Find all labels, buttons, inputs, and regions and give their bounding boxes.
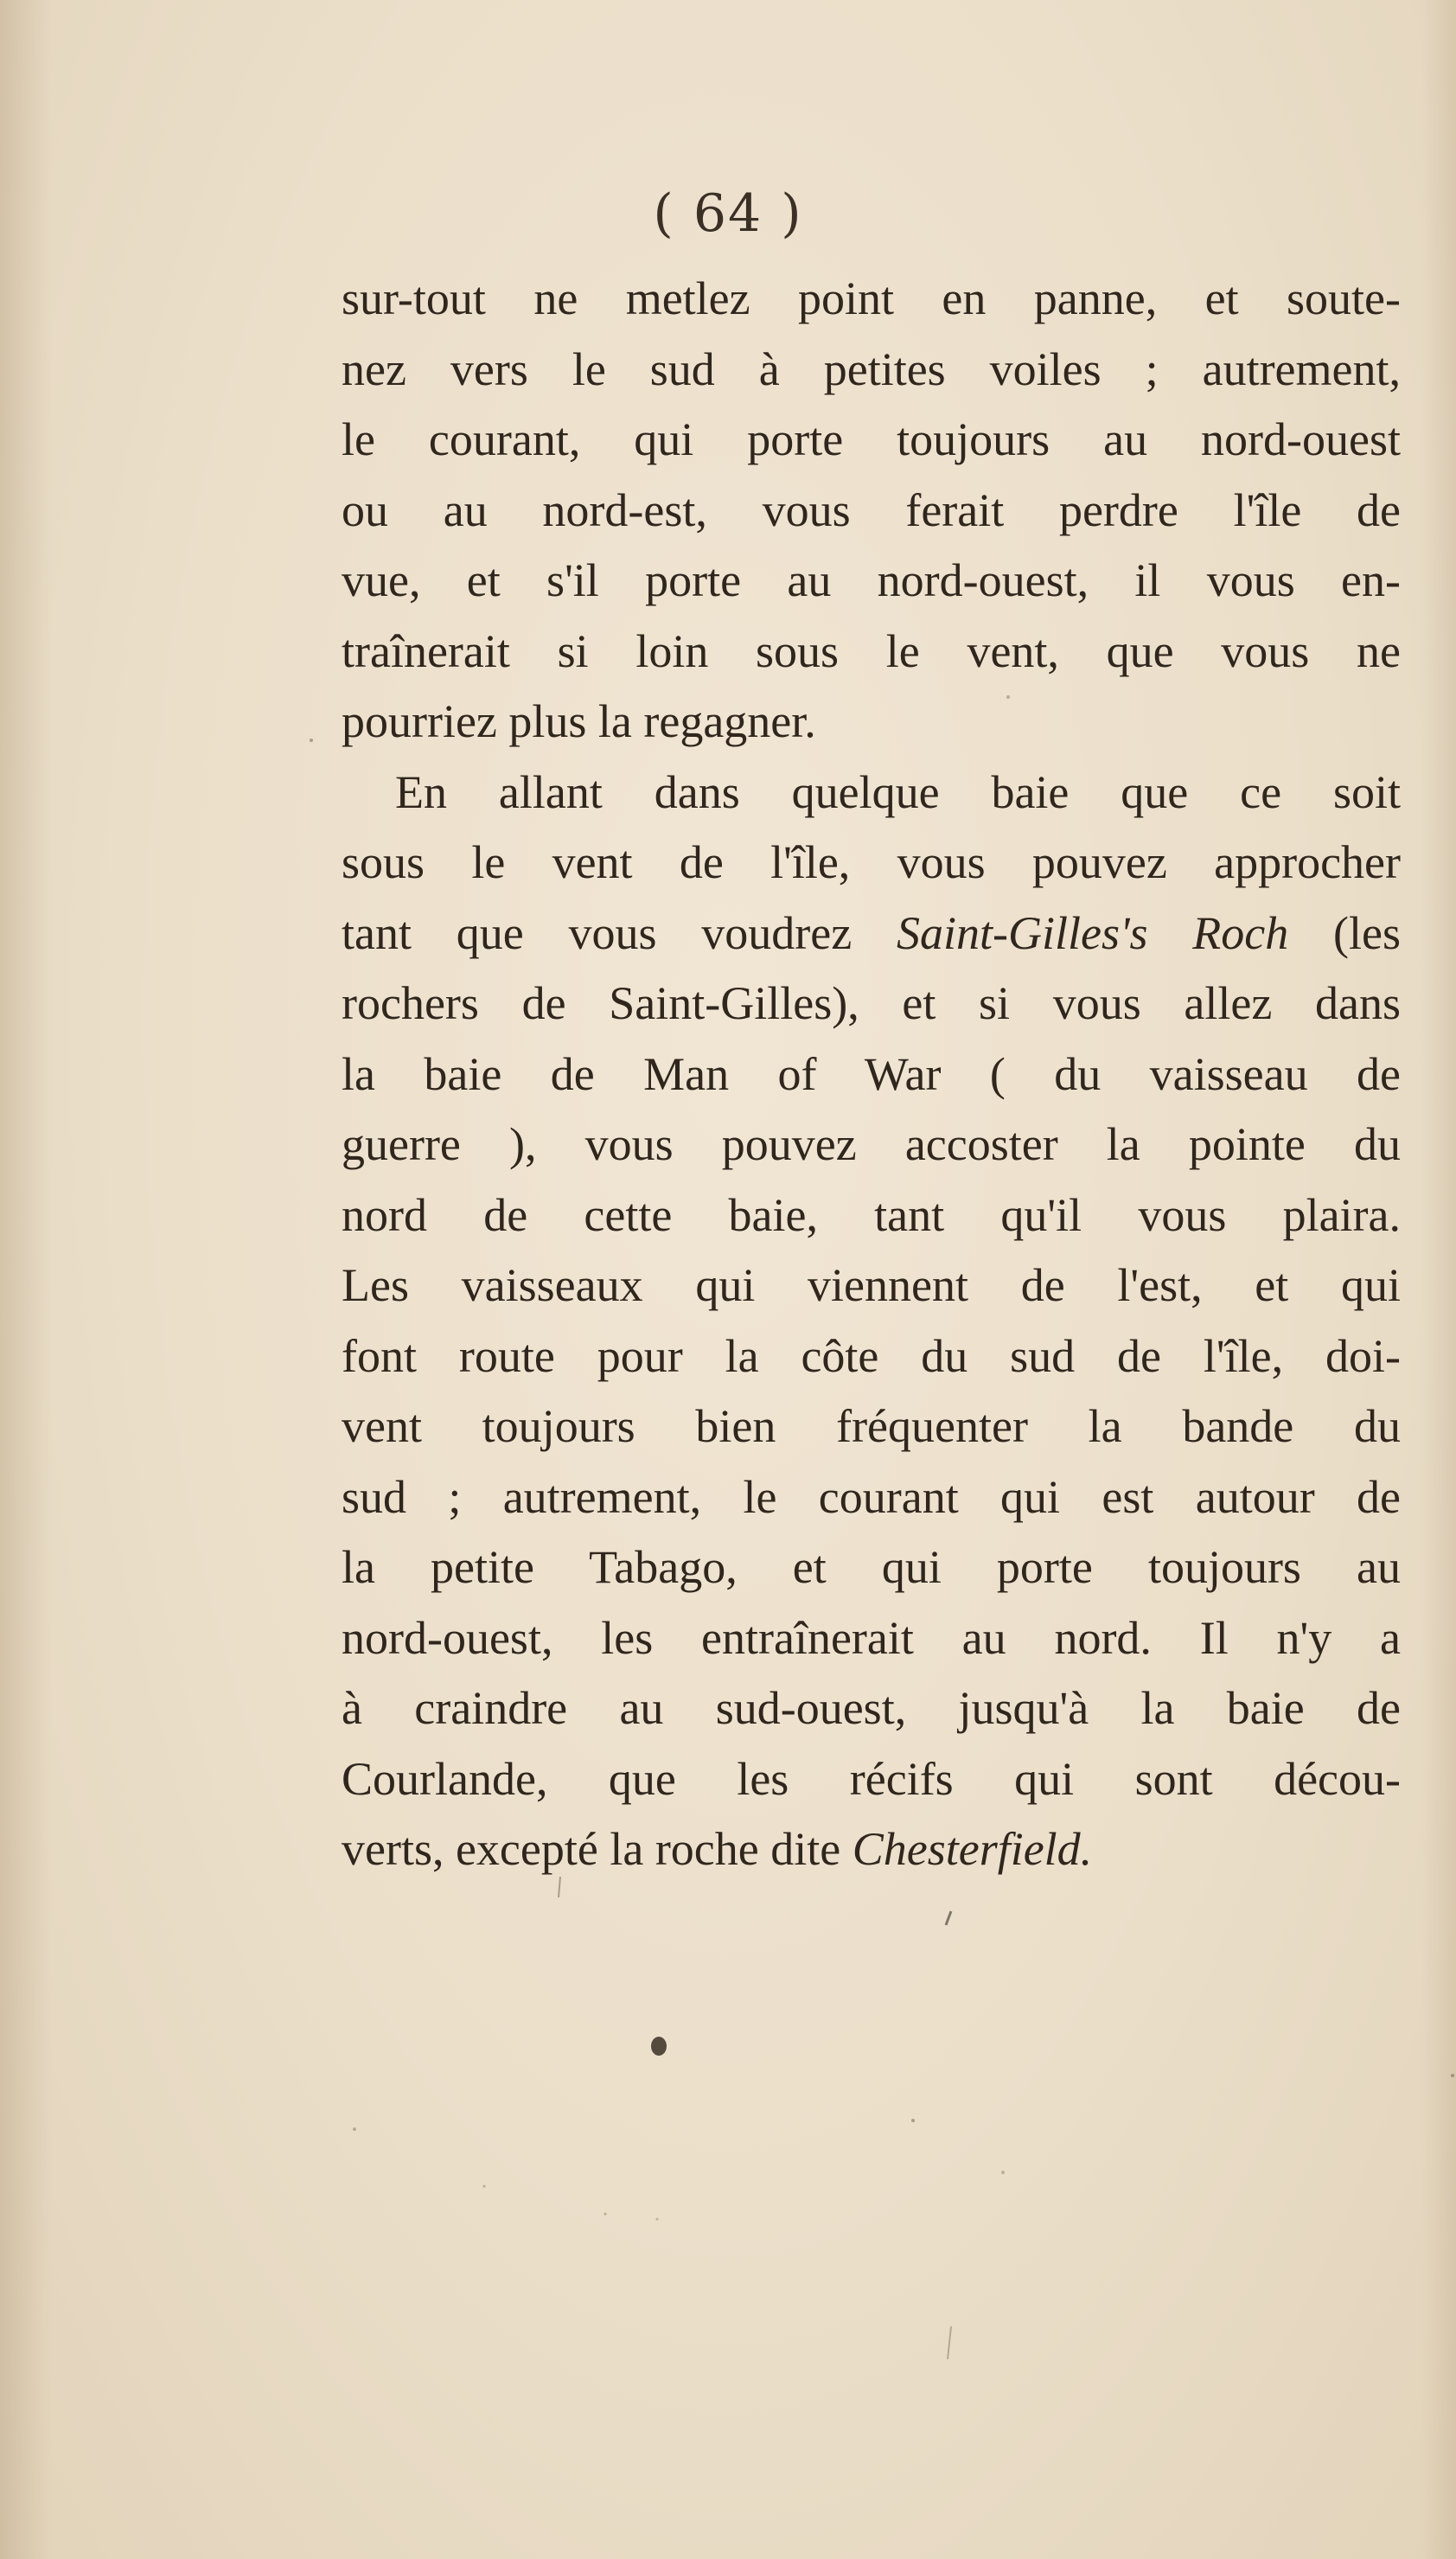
- text-line: sous le vent de l'île, vous pouvez approcher: [342, 836, 1401, 888]
- ink-speck: [651, 2037, 667, 2056]
- text-line: rochers de Saint-Gilles), et si vous allez dans: [342, 977, 1401, 1029]
- page-number: ( 64 ): [653, 183, 803, 244]
- ink-speck: [310, 739, 313, 742]
- text-line: vue, et s'il porte au nord-ouest, il vous en-: [342, 554, 1401, 606]
- text-line: le courant, qui porte toujours au nord-ouest: [342, 413, 1401, 465]
- text-line: sud ; autrement, le courant qui est autour de: [342, 1470, 1401, 1523]
- ink-speck: [483, 2185, 486, 2188]
- text-run: (les: [1288, 906, 1402, 959]
- text-line: [342, 1814, 1401, 1885]
- ink-speck: [948, 2326, 951, 2359]
- text-line: font route pour la côte du sud de l'île, doi-: [342, 1329, 1401, 1382]
- text-line: nord-ouest, les entraînerait au nord. Il n'y a: [342, 1611, 1401, 1664]
- text-line: la baie de Man of War ( du vaisseau de: [342, 1047, 1401, 1100]
- ink-speck: [353, 2127, 356, 2131]
- text-line: traînerait si loin sous le vent, que vous ne: [342, 624, 1401, 677]
- text-line: nez vers le sud à petites voiles ; autrement,: [342, 342, 1401, 395]
- italic-place-name: Chesterfield.: [852, 1823, 1093, 1875]
- text-line: En allant dans quelque baie que ce soit: [395, 765, 1401, 818]
- text-line: vent toujours bien fréquenter la bande du: [342, 1400, 1401, 1452]
- text-line: à craindre au sud-ouest, jusqu'à la baie de: [342, 1682, 1401, 1734]
- text-run: verts, excepté la roche dite: [342, 1823, 853, 1875]
- text-line: [342, 899, 1401, 969]
- text-line: Courlande, que les récifs qui sont décou-: [342, 1752, 1401, 1805]
- ink-speck: [946, 1911, 951, 1925]
- text-line: guerre ), vous pouvez accoster la pointe du: [342, 1118, 1401, 1170]
- ink-speck: [1001, 2171, 1005, 2174]
- text-run: tant que vous voudrez: [342, 906, 897, 959]
- text-line: pourriez plus la regagner.: [342, 695, 816, 747]
- body-text: [342, 264, 1401, 1885]
- italic-place-name: Saint-Gilles's Roch: [896, 906, 1289, 959]
- text-line: nord de cette baie, tant qu'il vous plaira.: [342, 1188, 1401, 1241]
- ink-speck: [911, 2119, 915, 2122]
- text-line: la petite Tabago, et qui porte toujours au: [342, 1541, 1401, 1593]
- text-line: Les vaisseaux qui viennent de l'est, et qui: [342, 1259, 1401, 1311]
- text-line: ou au nord-est, vous ferait perdre l'île de: [342, 483, 1401, 536]
- text-line: sur-tout ne metlez point en panne, et soute-: [342, 272, 1401, 324]
- page-edge-shadow: [1421, 0, 1456, 2559]
- binding-shadow: [0, 0, 52, 2559]
- ink-speck: [656, 2218, 659, 2221]
- ink-speck: [604, 2213, 607, 2216]
